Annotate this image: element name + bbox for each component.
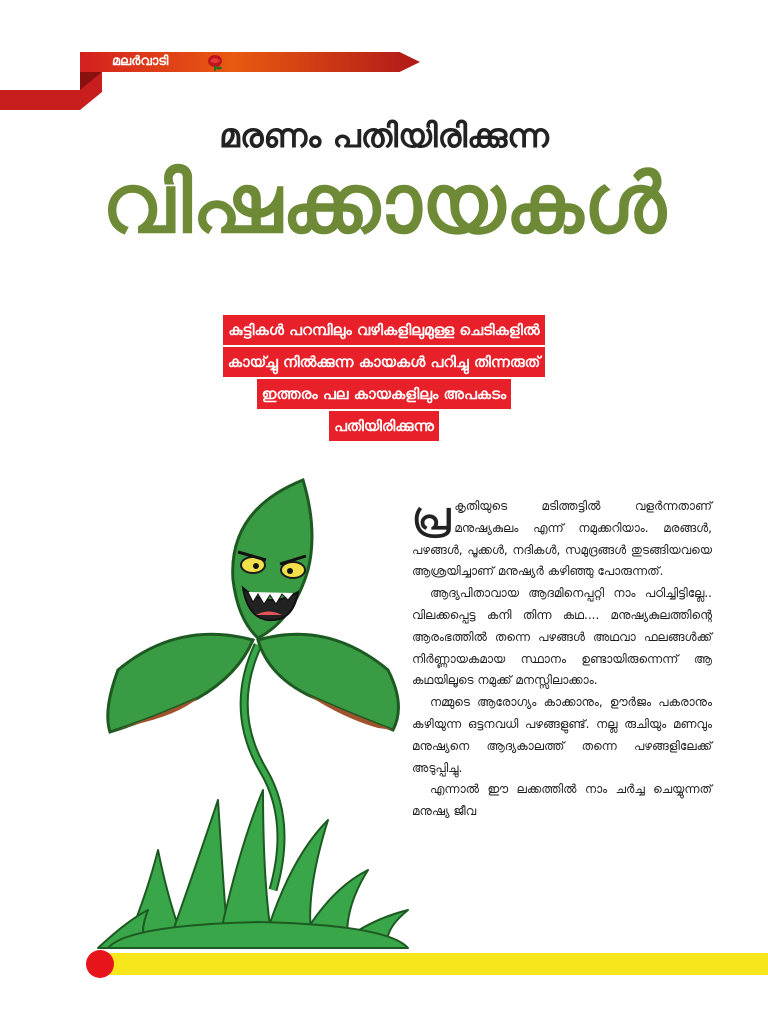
paragraph-4: എന്നാൽ ഈ ലക്കത്തിൽ നാം ചർച്ച ചെയ്യുന്നത് മനുഷ്യ ജീവ [412,782,712,819]
footer-bar [104,953,768,975]
ribbon-tail [0,72,102,110]
paragraph-1-text: കൃതിയുടെ മടിത്തട്ടിൽ വളർന്നതാണ് മനുഷ്യകുലം എന്ന് നമുക്കറിയാം. മരങ്ങൾ, പഴങ്ങൾ, പൂക്കൾ, നദികൾ, സമുദ്രങ്ങൾ തുടങ്ങിയവയെ ആശ്രയിച്ചാണ് മനുഷ്യർ കഴിഞ്ഞു പോരുന്നത്. [412,499,712,579]
title-line-1: മരണം പതിയിരിക്കുന്ന [219,116,549,155]
subtitle-line: കായ്ച്ചു നിൽക്കുന്ന കായകൾ പറിച്ചു തിന്നരുത് [223,347,546,377]
subtitle-line: ഇത്തരം പല കായകളിലും അപകടം [257,379,511,409]
footer-dot [86,950,114,978]
paragraph-3: നമ്മുടെ ആരോഗ്യം കാക്കാനും, ഊർജം പകരാനും കഴിയുന്ന ഒട്ടനവധി പഴങ്ങളുണ്ട്. നല്ല രുചിയും മണവും മനുഷ്യനെ ആദ്യകാലത്ത് തന്നെ പഴങ്ങളിലേക്ക് അടുപ്പിച്ചു. [412,695,712,775]
paragraph-1 [412,496,712,583]
section-label: മലർവാടി [112,54,169,69]
subtitle-block [150,314,618,442]
title-line-2: വിഷക്കായകൾ [102,157,666,252]
angry-plant-icon [88,470,418,950]
paragraph-2: ആദ്യപിതാവായ ആദമിനെപ്പറ്റി നാം പഠിച്ചിട്ടില്ലേ.. വിലക്കപ്പെട്ട കനി തിന്ന കഥ.... മനുഷ്യകുലത്തിന്റെ ആരംഭത്തിൽ തന്നെ പഴങ്ങൾ അഥവാ ഫലങ്ങൾക്ക് നിർണ്ണായകമായ സ്ഥാനം ഉണ്ടായിരുന്നെന്ന് ആ കഥയിലൂടെ നമുക്ക് മനസ്സിലാക്കാം. [412,586,712,688]
subtitle-line: കുട്ടികൾ പറമ്പിലും വഴികളിലുമുള്ള ചെടികളിൽ [223,315,544,345]
drop-cap: പ്ര [412,494,451,538]
rose-icon [204,53,226,71]
article-body [412,496,712,823]
subtitle-line: പതിയിരിക്കുന്നു [329,411,439,441]
